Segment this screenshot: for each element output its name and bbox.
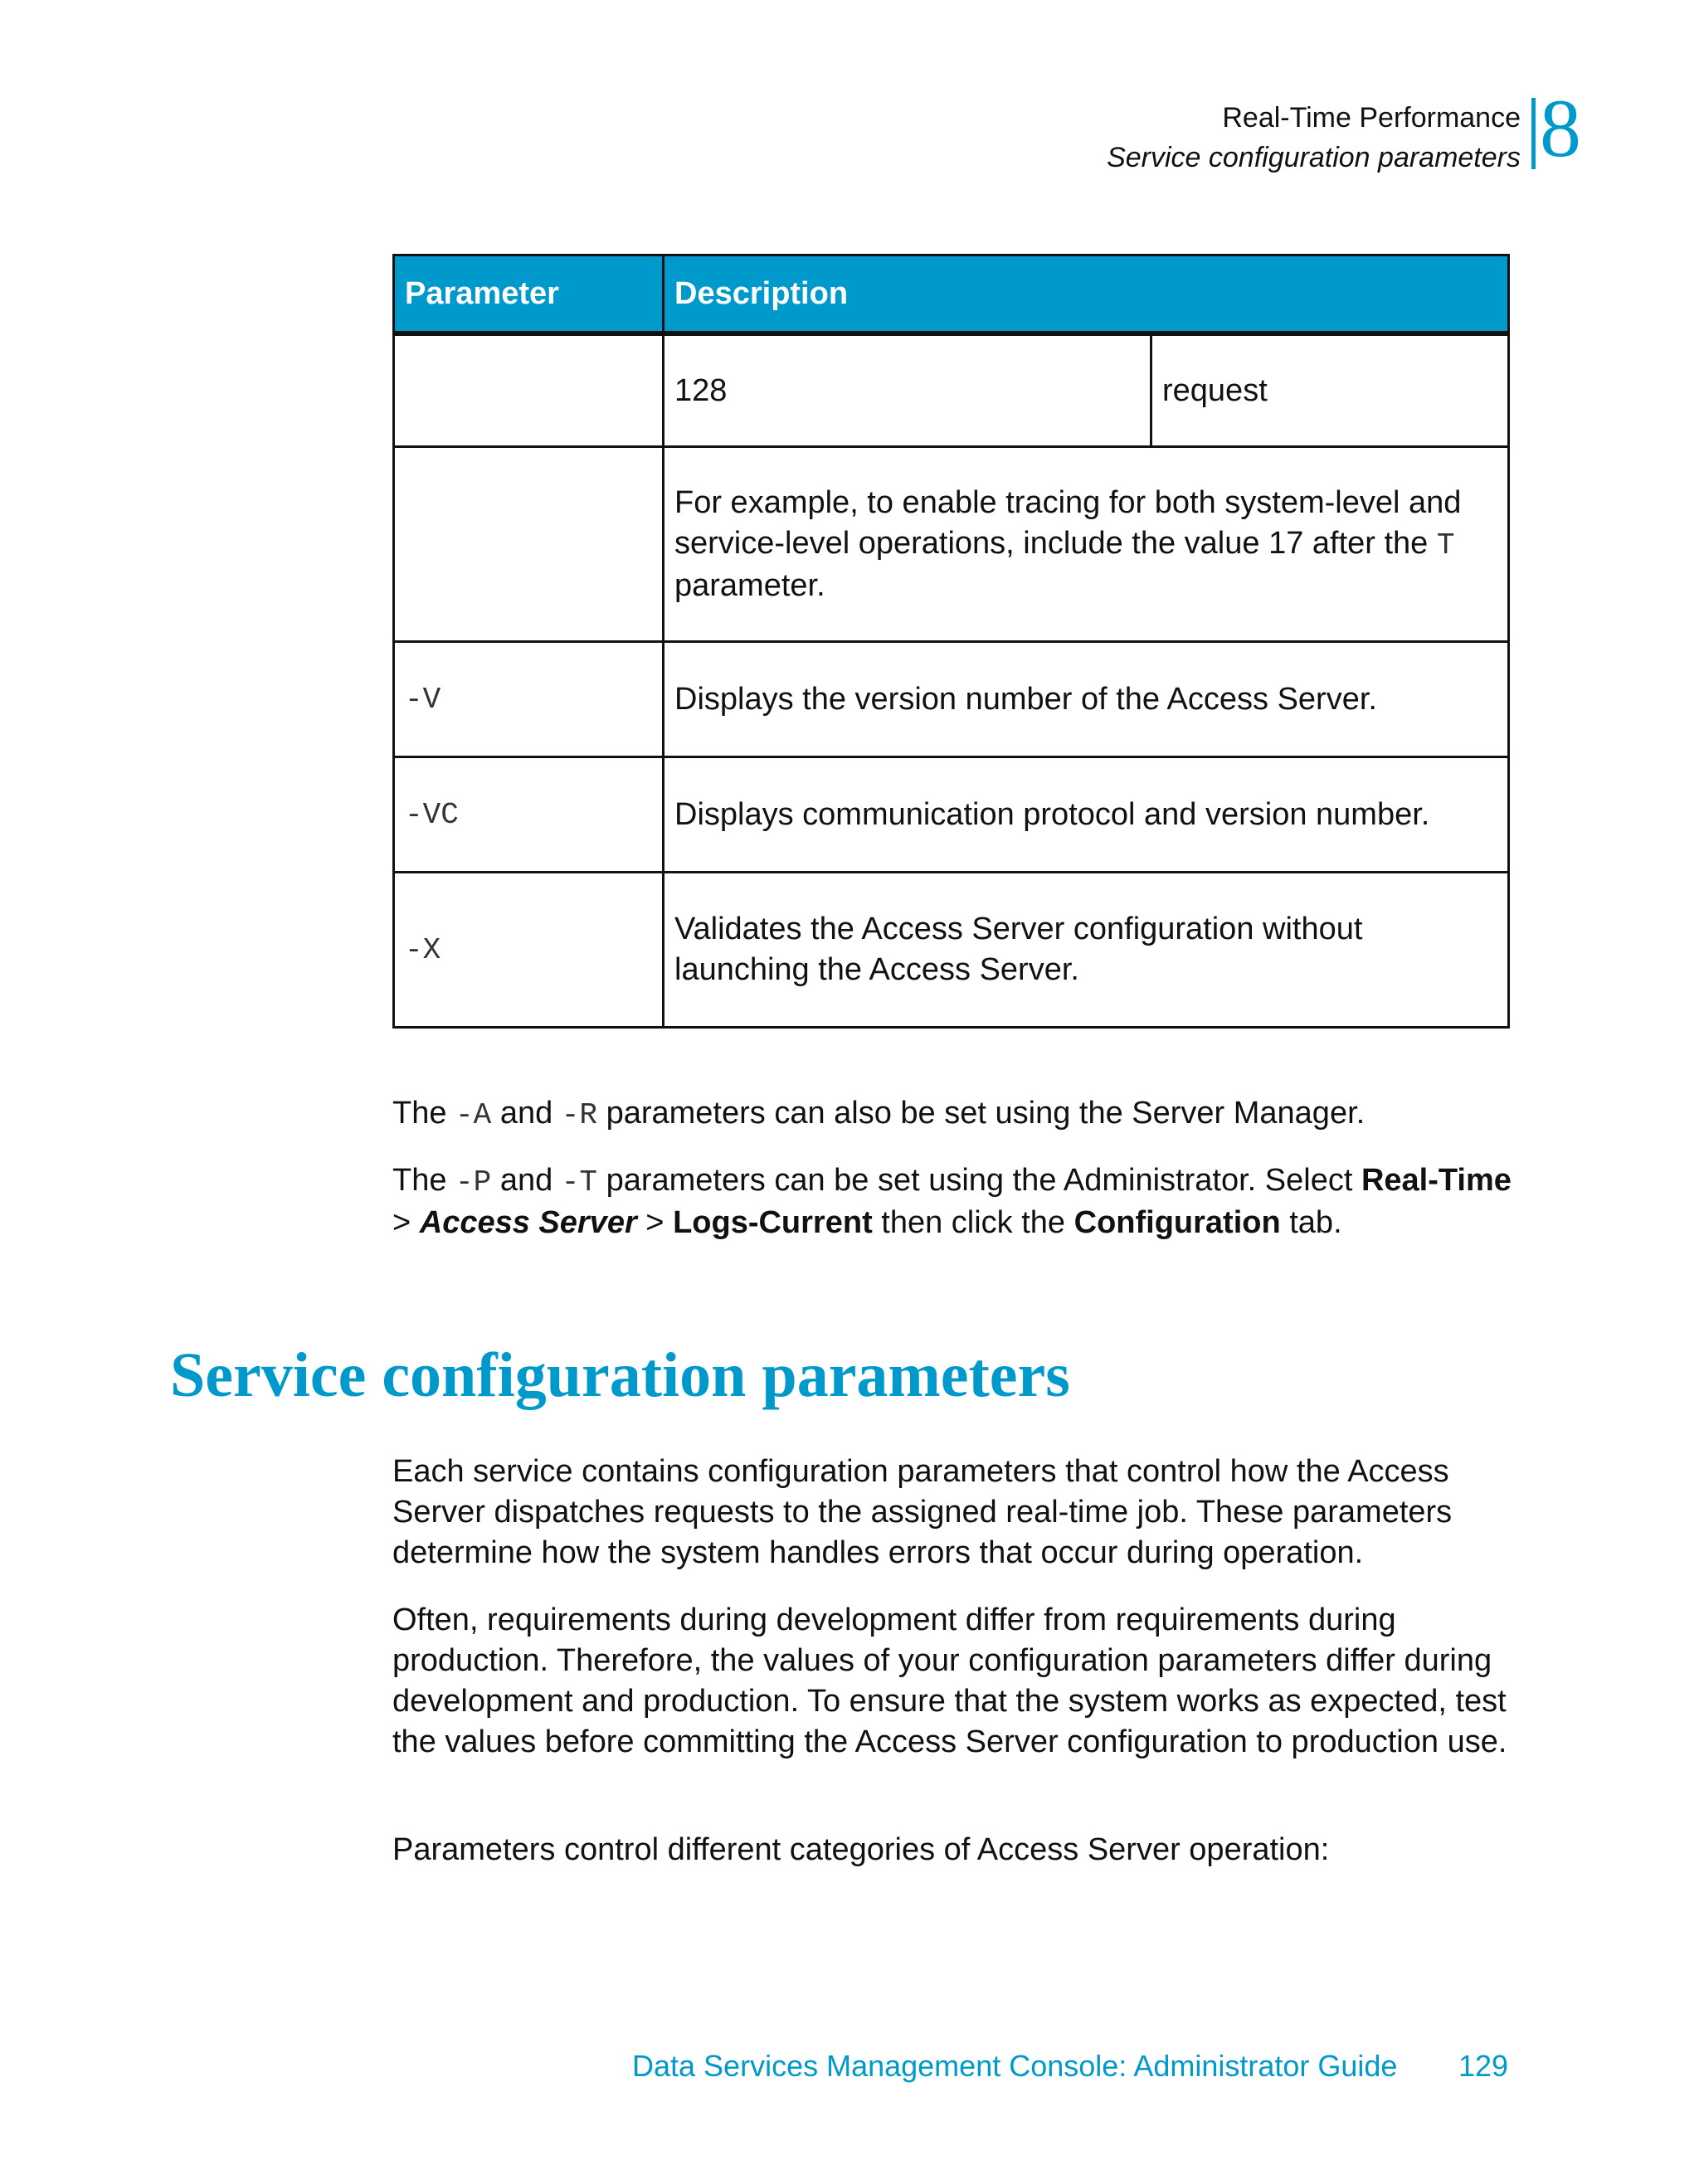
column-header-parameter: Parameter: [394, 255, 664, 334]
paragraph-text: Parameters control different categories of Access Server operation:: [392, 1832, 1330, 1867]
description-cell: [664, 333, 1509, 447]
chapter-number: 8: [1540, 82, 1581, 174]
description-cell: [664, 447, 1509, 642]
param-cell: [394, 447, 664, 642]
header-chapter-title: Real-Time Performance: [1222, 102, 1521, 134]
footer-guide-title: Data Services Management Console: Administrator Guide: [632, 2049, 1398, 2083]
example-text: For example, to enable tracing for both system-level and service-level operations, include the value 17 after the: [674, 484, 1462, 561]
path-separator: >: [636, 1205, 674, 1240]
text: then click the: [872, 1205, 1074, 1240]
inline-code: -P: [455, 1165, 492, 1199]
paragraph-administrator: [392, 1160, 1512, 1243]
running-header: [1107, 98, 1521, 178]
param-cell: [394, 333, 664, 447]
inline-code: -R: [561, 1098, 598, 1132]
column-header-description: Description: [664, 255, 1509, 334]
table-row: [394, 642, 1509, 757]
text: parameters can also be set using the Server Manager.: [597, 1096, 1366, 1131]
table-row: [394, 873, 1509, 1028]
menu-path-access-server: Access Server: [419, 1205, 637, 1240]
section-title: Service configuration parameters: [170, 1340, 1070, 1410]
parameters-table: [392, 254, 1510, 1029]
menu-path-logs-current: Logs-Current: [673, 1205, 873, 1240]
example-text-end: parameter.: [674, 567, 825, 603]
inline-code: T: [1436, 528, 1455, 562]
header-section-title: Service configuration parameters: [1107, 142, 1521, 173]
text: and: [491, 1163, 562, 1198]
section-paragraph-3: [392, 1830, 1512, 1870]
paragraph-text: Often, requirements during development differ from requirements during production. Therefore, the values of your configuration parameters differ during development and production. To ensure that the system works as expected, test the values before committing the Access Server configuration to production use.: [392, 1603, 1507, 1759]
param-cell: -VC: [394, 757, 664, 873]
chapter-divider: [1531, 98, 1536, 169]
nested-value-cell: 128: [665, 336, 1152, 445]
table-row: [394, 447, 1509, 642]
section-paragraph-1: [392, 1452, 1512, 1574]
description-cell: Validates the Access Server configuration without launching the Access Server.: [664, 873, 1509, 1028]
nested-meaning-cell: request: [1162, 372, 1268, 408]
table-row: [394, 333, 1509, 447]
text: parameters can be set using the Administrator. Select: [597, 1163, 1361, 1198]
text: The: [392, 1096, 456, 1131]
text: tab.: [1280, 1205, 1342, 1240]
inline-code: -A: [455, 1098, 492, 1132]
text: The: [392, 1163, 456, 1198]
inline-code: -T: [561, 1165, 598, 1199]
path-separator: >: [392, 1205, 420, 1240]
paragraph-server-manager: [392, 1093, 1512, 1136]
text: and: [491, 1096, 562, 1131]
section-paragraph-2: [392, 1600, 1512, 1763]
configuration-tab-name: Configuration: [1073, 1205, 1281, 1240]
table-row: [394, 757, 1509, 873]
paragraph-text: Each service contains configuration parameters that control how the Access Server dispatches requests to the assigned real-time job. These parameters determine how the system handles errors that occur during operation.: [392, 1454, 1453, 1570]
footer-page-number: 129: [1458, 2049, 1509, 2083]
menu-path-real-time: Real-Time: [1361, 1163, 1512, 1198]
nested-value-table: [665, 336, 1507, 445]
table-header-row: [394, 255, 1509, 334]
description-cell: Displays communication protocol and version number.: [664, 757, 1509, 873]
param-cell: -X: [394, 873, 664, 1028]
param-cell: -V: [394, 642, 664, 757]
description-cell: Displays the version number of the Access Server.: [664, 642, 1509, 757]
